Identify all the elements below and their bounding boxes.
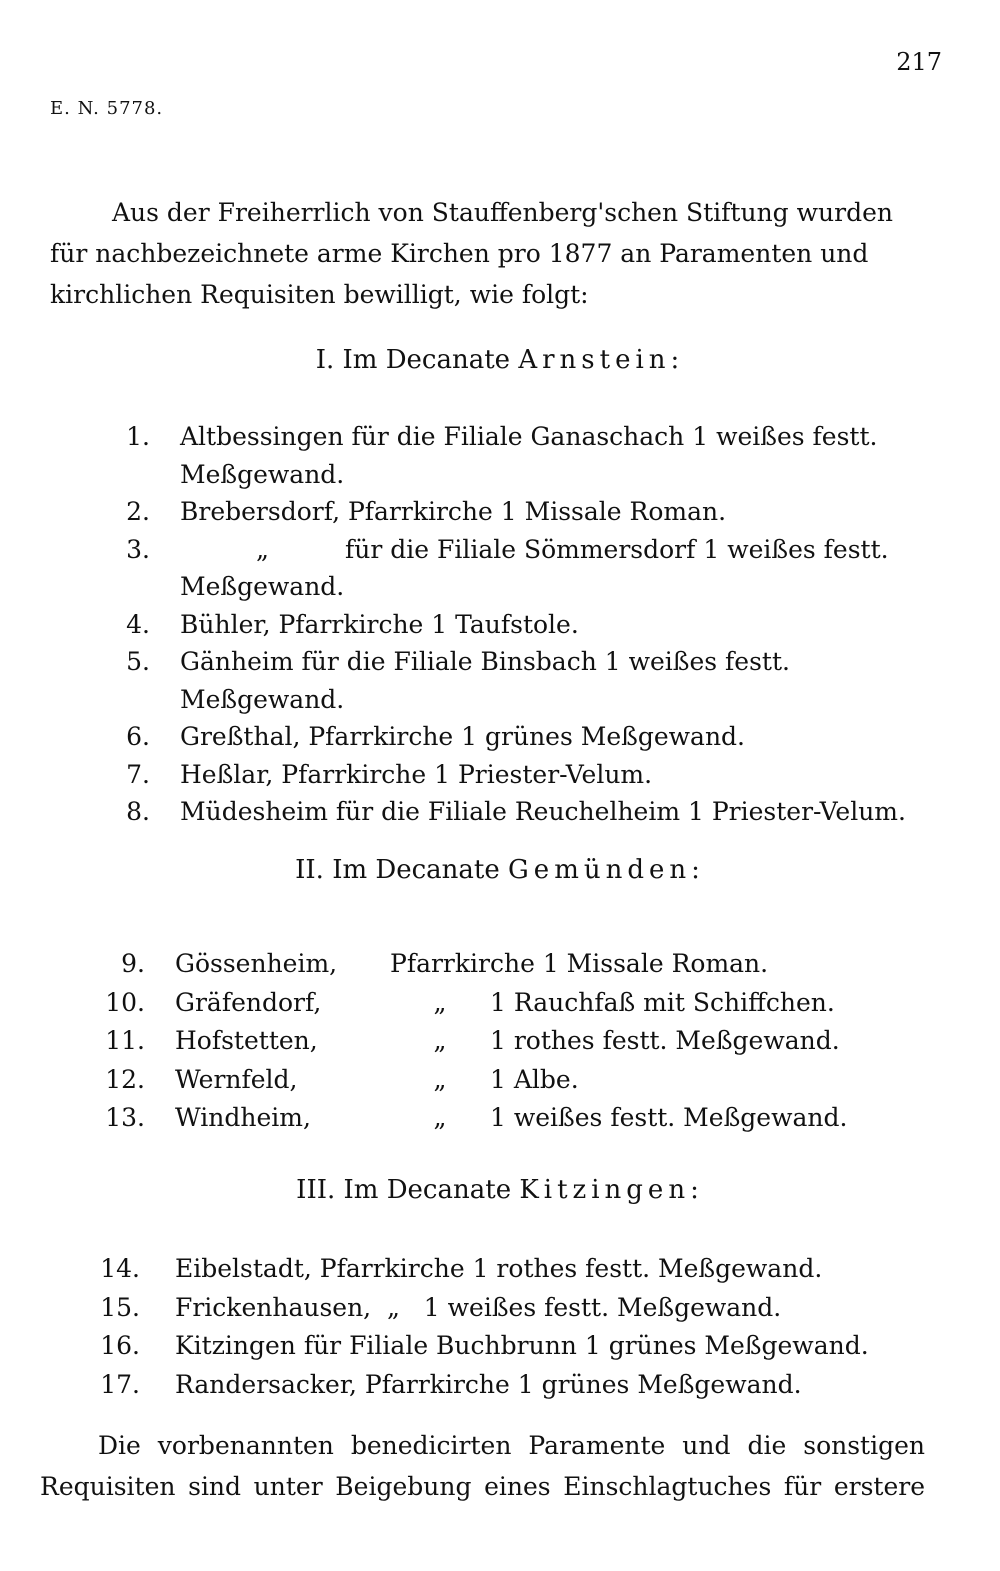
section-label: III. Im Decanate: [296, 1175, 512, 1205]
intro-line: kirchlichen Requisiten bewilligt, wie folgt:: [50, 280, 589, 309]
closing-line: Die vorbenannten benedicirten Paramente und die sonstigen: [98, 1431, 925, 1460]
ditto-mark: „: [433, 1026, 447, 1055]
item-gift: 1 Albe.: [490, 1064, 579, 1094]
item-number: 14.: [100, 1254, 140, 1283]
list-item: [0, 718, 1000, 756]
section-heading-gemuenden: [0, 855, 1000, 885]
item-number: 2.: [126, 497, 150, 526]
item-number: 16.: [100, 1331, 140, 1360]
item-text: Kitzingen für Filiale Buchbrunn 1 grünes Meßgewand.: [175, 1331, 869, 1360]
list-item: [0, 1099, 1000, 1138]
list-arnstein: [0, 418, 1000, 831]
page-number: 217: [896, 48, 942, 76]
list-item: [0, 1022, 1000, 1061]
item-number: 5.: [126, 647, 150, 676]
section-place: Arnstein:: [518, 345, 685, 375]
item-text: Bühler, Pfarrkirche 1 Taufstole.: [180, 609, 579, 639]
list-gemuenden: [0, 945, 1000, 1138]
item-number: 4.: [126, 609, 150, 639]
item-text: Eibelstadt, Pfarrkirche 1 rothes festt. Meßgewand.: [175, 1254, 823, 1283]
section-label: I. Im Decanate: [315, 345, 511, 375]
list-item: [0, 643, 1000, 718]
item-number: 12.: [105, 1064, 145, 1094]
ditto-mark: „: [256, 534, 269, 564]
list-item: [0, 606, 1000, 644]
item-text: Greßthal, Pfarrkirche 1 grünes Meßgewand.: [180, 722, 746, 751]
item-text-continuation: Meßgewand.: [180, 572, 345, 601]
item-text: Brebersdorf, Pfarrkirche 1 Missale Roman.: [180, 497, 727, 526]
item-place: Gössenheim,: [175, 949, 338, 978]
section-heading-kitzingen: [0, 1175, 1000, 1205]
item-gift: 1 Rauchfaß mit Schiffchen.: [490, 987, 835, 1017]
item-number: 15.: [100, 1292, 140, 1322]
ditto-mark: „: [433, 1103, 447, 1132]
list-item: [0, 945, 1000, 984]
item-text-row: [175, 984, 1000, 1023]
list-item: [0, 984, 1000, 1023]
item-number: 3.: [126, 534, 150, 564]
item-gift: 1 weißes festt. Meßgewand.: [490, 1103, 848, 1132]
list-item: [0, 1327, 1000, 1366]
item-text: Randersacker, Pfarrkirche 1 grünes Meßgewand.: [175, 1369, 802, 1399]
item-text-row: [175, 945, 1000, 984]
intro-line: Aus der Freiherrlich von Stauffenberg'schen Stiftung wurden: [112, 198, 893, 227]
item-place: Windheim,: [175, 1103, 311, 1132]
item-number: 17.: [100, 1369, 140, 1399]
section-label: II. Im Decanate: [295, 855, 500, 885]
item-place: Gräfendorf,: [175, 987, 322, 1017]
ditto-mark: „: [433, 1064, 447, 1094]
item-number: 10.: [105, 987, 145, 1017]
list-item: [0, 756, 1000, 794]
list-kitzingen: [0, 1250, 1000, 1404]
item-number: 13.: [105, 1103, 145, 1132]
closing-paragraph: [40, 1425, 925, 1507]
section-place: Kitzingen:: [519, 1175, 704, 1205]
item-number: 11.: [105, 1026, 145, 1055]
item-text-continuation: Meßgewand.: [180, 459, 345, 489]
section-place: Gemünden:: [508, 855, 705, 885]
list-item: [0, 493, 1000, 531]
list-item: [0, 531, 1000, 606]
item-number: 1.: [126, 422, 150, 451]
item-text-row: [175, 1061, 1000, 1100]
item-text: Gänheim für die Filiale Binsbach 1 weißes festt. Meßgewand.: [180, 647, 790, 714]
item-number: 8.: [126, 797, 150, 826]
list-item: [0, 793, 1000, 831]
section-heading-arnstein: [0, 345, 1000, 375]
list-item: [0, 1289, 1000, 1328]
intro-paragraph: [50, 192, 945, 315]
item-number: 6.: [126, 722, 150, 751]
item-text: für die Filiale Sömmersdorf 1 weißes festt.: [345, 534, 889, 564]
item-text-row: [180, 531, 940, 569]
closing-line: Requisiten sind unter Beigebung eines Einschlagtuches für erstere: [40, 1472, 925, 1501]
item-text: Altbessingen für die Filiale Ganaschach 1 weißes festt.: [180, 422, 878, 451]
list-item: [0, 1061, 1000, 1100]
list-item: [0, 1366, 1000, 1405]
item-gift: 1 rothes festt. Meßgewand.: [490, 1026, 840, 1055]
item-place: Wernfeld,: [175, 1064, 298, 1094]
item-text: Müdesheim für die Filiale Reuchelheim 1 Priester-Velum.: [180, 797, 906, 826]
item-number: 7.: [126, 759, 150, 789]
item-number: 9.: [121, 949, 145, 978]
item-text-row: [175, 1022, 1000, 1061]
list-item: [0, 1250, 1000, 1289]
item-text-row: [175, 1099, 1000, 1138]
ditto-mark: „: [433, 987, 447, 1017]
item-text: Heßlar, Pfarrkirche 1 Priester-Velum.: [180, 759, 653, 789]
item-gift: 1 Missale Roman.: [542, 949, 769, 978]
item-text: Frickenhausen, „ 1 weißes festt. Meßgewand.: [175, 1292, 782, 1322]
intro-line: für nachbezeichnete arme Kirchen pro 1877 an Paramenten und: [50, 239, 869, 268]
item-place: Hofstetten,: [175, 1026, 318, 1055]
list-item: [0, 418, 1000, 493]
item-church: Pfarrkirche: [390, 949, 535, 978]
reference-number: E. N. 5778.: [50, 98, 164, 119]
